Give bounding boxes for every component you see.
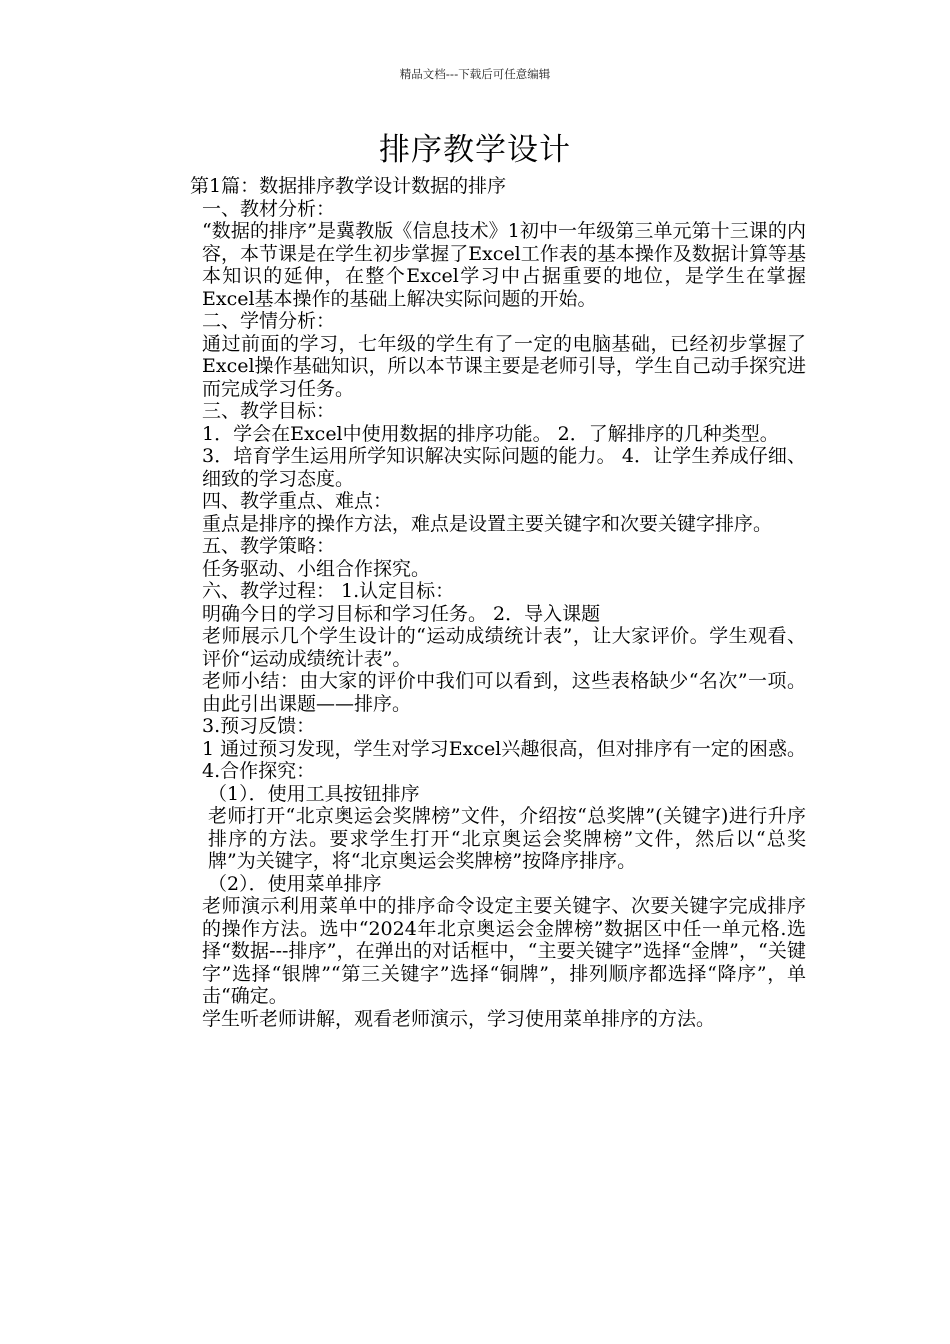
paragraph: 老师打开“北京奥运会奖牌榜”文件，介绍按“总奖牌”(关键字)进行升序排序的方法。要求学生打开“北京奥运会奖牌榜”文件，然后以“总奖牌”为关键字，将“北京奥运会奖牌榜”按降序排序。 <box>208 805 806 872</box>
paragraph: 3．培育学生运用所学知识解决实际问题的能力。 4．让学生养成仔细、细致的学习态度。 <box>202 445 806 490</box>
paragraph: 1．学会在Excel中使用数据的排序功能。 2．了解排序的几种类型。 <box>202 422 779 445</box>
page-header: 精品文档---下载后可任意编辑 <box>399 67 551 81</box>
document-body <box>146 175 806 1030</box>
paragraph: 老师展示几个学生设计的“运动成绩统计表”，让大家评价。学生观看、评价“运动成绩统计表”。 <box>202 625 806 670</box>
section-heading: 一、教材分析： <box>202 197 336 220</box>
section-heading: 五、教学策略： <box>202 535 336 557</box>
subsection-heading: （1）．使用工具按钮排序 <box>208 782 420 805</box>
section-heading: 四、教学重点、难点： <box>202 490 393 512</box>
paragraph: 重点是排序的操作方法，难点是设置主要关键字和次要关键字排序。 <box>202 512 773 535</box>
paragraph: 3.预习反馈： <box>202 715 316 737</box>
subsection-heading: （2）．使用菜单排序 <box>208 872 382 895</box>
section-heading: 三、教学目标： <box>202 400 336 422</box>
paragraph: 老师演示利用菜单中的排序命令设定主要关键字、次要关键字完成排序的操作方法。选中“2024年北京奥运会金牌榜”数据区中任一单元格.选择“数据---排序”，在弹出的对话框中，“主要关键字”选择“金牌”，“关键字”选择“银牌”“第三关键字”选择“铜牌”，排列顺序都选择“降序”，单击“确定。 <box>202 895 806 1007</box>
paragraph: 任务驱动、小组合作探究。 <box>202 557 431 580</box>
section-heading: 六、教学过程： 1.认定目标： <box>202 580 455 602</box>
paragraph: 老师小结：由大家的评价中我们可以看到，这些表格缺少“名次”一项。由此引出课题——排序。 <box>202 670 806 715</box>
paragraph: 1 通过预习发现，学生对学习Excel兴趣很高，但对排序有一定的困惑。 4.合作探究： <box>202 737 806 782</box>
paragraph: 学生听老师讲解，观看老师演示，学习使用菜单排序的方法。 <box>202 1007 716 1030</box>
section-heading: 二、学情分析： <box>202 310 336 332</box>
paragraph: 明确今日的学习目标和学习任务。 2．导入课题 <box>202 602 601 625</box>
paragraph: “数据的排序”是冀教版《信息技术》1初中一年级第三单元第十三课的内容，本节课是在学生初步掌握了Excel工作表的基本操作及数据计算等基本知识的延伸，在整个Excel学习中占据重要的地位，是学生在掌握Excel基本操作的基础上解决实际问题的开始。 <box>202 220 806 310</box>
paragraph: 通过前面的学习，七年级的学生有了一定的电脑基础，已经初步掌握了Excel操作基础知识，所以本节课主要是老师引导，学生自己动手探究进而完成学习任务。 <box>202 332 806 400</box>
document-title: 排序教学设计 <box>379 132 571 168</box>
subtitle: 第1篇：数据排序教学设计数据的排序 <box>190 175 507 197</box>
